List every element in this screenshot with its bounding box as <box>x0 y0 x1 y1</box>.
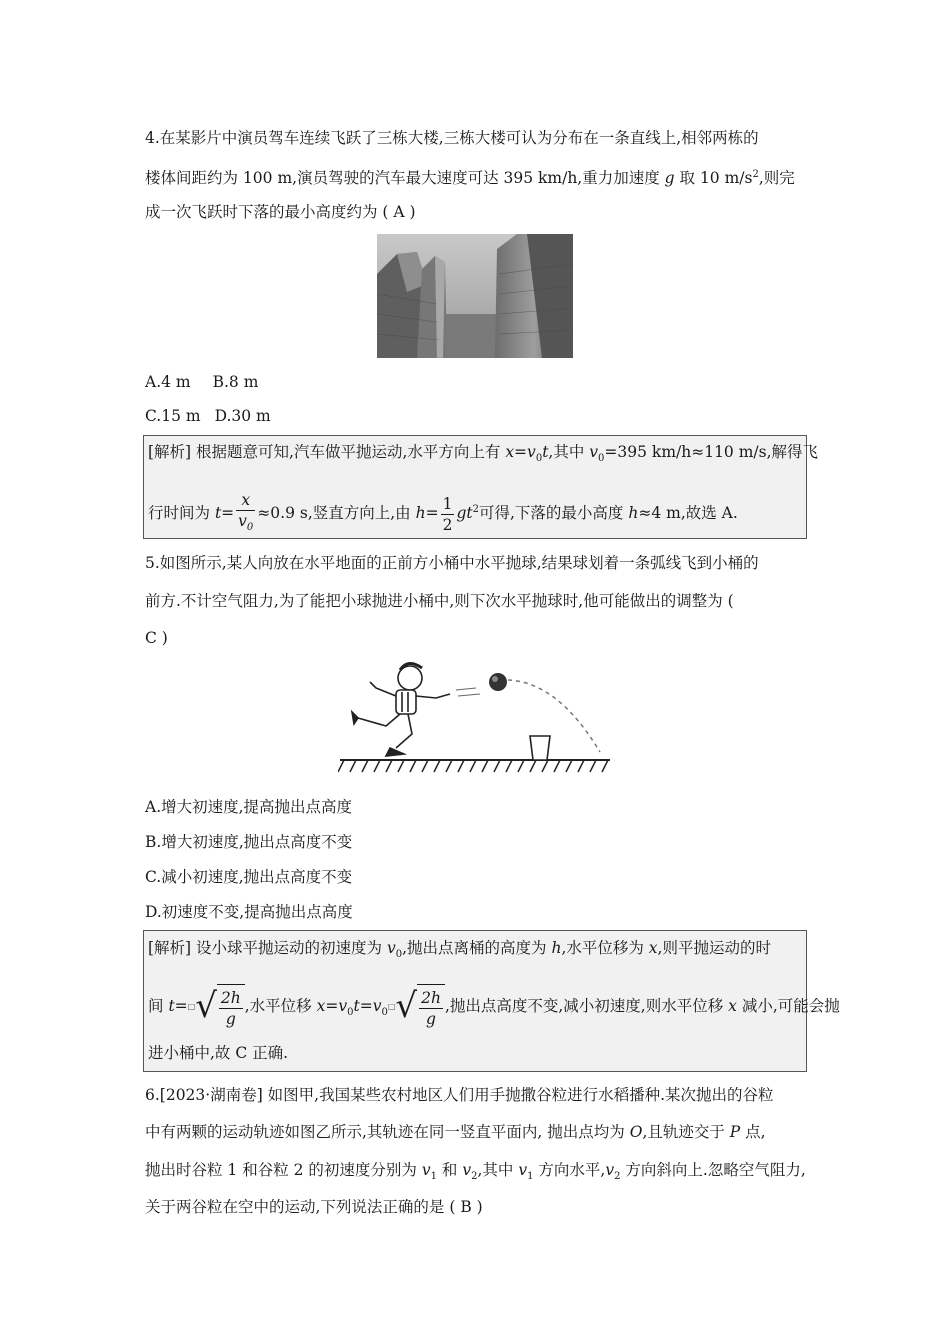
q6-line-2: 中有两颗的运动轨迹如图乙所示,其轨迹在同一竖直平面内, 抛出点均为 O,且轨迹交于 P 点, <box>145 1123 766 1141</box>
q4-line-2: 楼体间距约为 100 m,演员驾驶的汽车最大速度可达 395 km/h,重力加速度 g 取 10 $m/s^2$,则完 <box>145 169 795 188</box>
q4-option-c: C.15 m <box>145 407 201 425</box>
q4-option-a: A.4 m <box>145 373 191 391</box>
q5-option-c: C.减小初速度,抛出点高度不变 <box>145 868 353 886</box>
q5-analysis-line-3: 进小桶中,故 C 正确. <box>148 1044 289 1062</box>
sqrt-2h-over-g-2: □ √ $\frac{2h}{g}$ <box>388 984 445 1031</box>
ball <box>489 673 507 691</box>
q4-line-3: 成一次飞跃时下落的最小高度约为 ( A ) <box>145 203 416 221</box>
q5-option-a: A.增大初速度,提高抛出点高度 <box>145 798 353 816</box>
q5-analysis-line-2: 间 t= □ √ $\frac{2h}{g}$ ,水平位移 $x=v_0t=v_0$ □ √ $\frac{2h}{g}$ ,抛出点高度不变,减小初速度,则水平位移 x 减小,可能会抛 <box>148 983 840 1036</box>
q5-line-2: 前方.不计空气阻力,为了能把小球抛进小桶中,则下次水平抛球时,他可能做出的调整为 ( <box>145 592 734 610</box>
q4-line-1: 4.在某影片中演员驾车连续飞跃了三栋大楼,三栋大楼可认为分布在一条直线上,相邻两栋的 <box>145 129 759 147</box>
q5-line-3: C ) <box>145 629 168 647</box>
q5-analysis-box <box>143 930 840 1072</box>
q5-option-b: B.增大初速度,抛出点高度不变 <box>145 833 353 851</box>
person-figure <box>352 663 450 756</box>
q6-line-1: 6.[2023·湖南卷] 如图甲,我国某些农村地区人们用手抛撒谷粒进行水稻播种.某次抛出的谷粒 <box>145 1086 774 1104</box>
q6-line-3: 抛出时谷粒 1 和谷粒 2 的初速度分别为 $v_1$ 和 $v_2$,其中 $v_1$ 方向水平$,v_2$ 方向斜向上.忽略空气阻力, <box>145 1161 806 1183</box>
q4-option-b: B.8 m <box>212 373 259 391</box>
q5-analysis-line-1: [解析] 设小球平抛运动的初速度为 $v_0$,抛出点离桶的高度为 h,水平位移为 x,则平抛运动的时 <box>148 939 771 961</box>
q4-analysis-line-1: [解析] 根据题意可知,汽车做平抛运动,水平方向上有 $x=v_0t$,其中 $v_0=395$ km/h≈110 m/s,解得飞 <box>148 443 819 465</box>
q4-analysis-line-2: 行时间为 t= $\frac{x}{v_0}$ ≈0.9 s,竖直方向上,由 h= $\frac{1}{2}$ $gt^2$可得,下落的最小高度 h≈4 m,故选 A. <box>148 490 738 538</box>
throwing-ball-figure <box>338 652 614 777</box>
fraction-x-over-v0: $\frac{x}{v_0}$ <box>238 491 254 534</box>
q4-options-row-2 <box>145 406 271 426</box>
sqrt-2h-over-g: □ √ $\frac{2h}{g}$ <box>188 984 245 1031</box>
q5-option-d: D.初速度不变,提高抛出点高度 <box>145 903 353 921</box>
buildings-photo <box>377 234 573 358</box>
q6-line-4: 关于两谷粒在空中的运动,下列说法正确的是 ( B ) <box>145 1198 483 1216</box>
q5-line-1: 5.如图所示,某人向放在水平地面的正前方小桶中水平抛球,结果球划着一条弧线飞到小桶的 <box>145 554 759 572</box>
q4-options-row-1 <box>145 372 258 392</box>
q4-option-d: D.30 m <box>214 407 271 425</box>
fraction-one-half: $\frac{1}{2}$ <box>442 494 453 534</box>
bucket <box>530 736 550 760</box>
q4-analysis-box <box>143 435 819 539</box>
